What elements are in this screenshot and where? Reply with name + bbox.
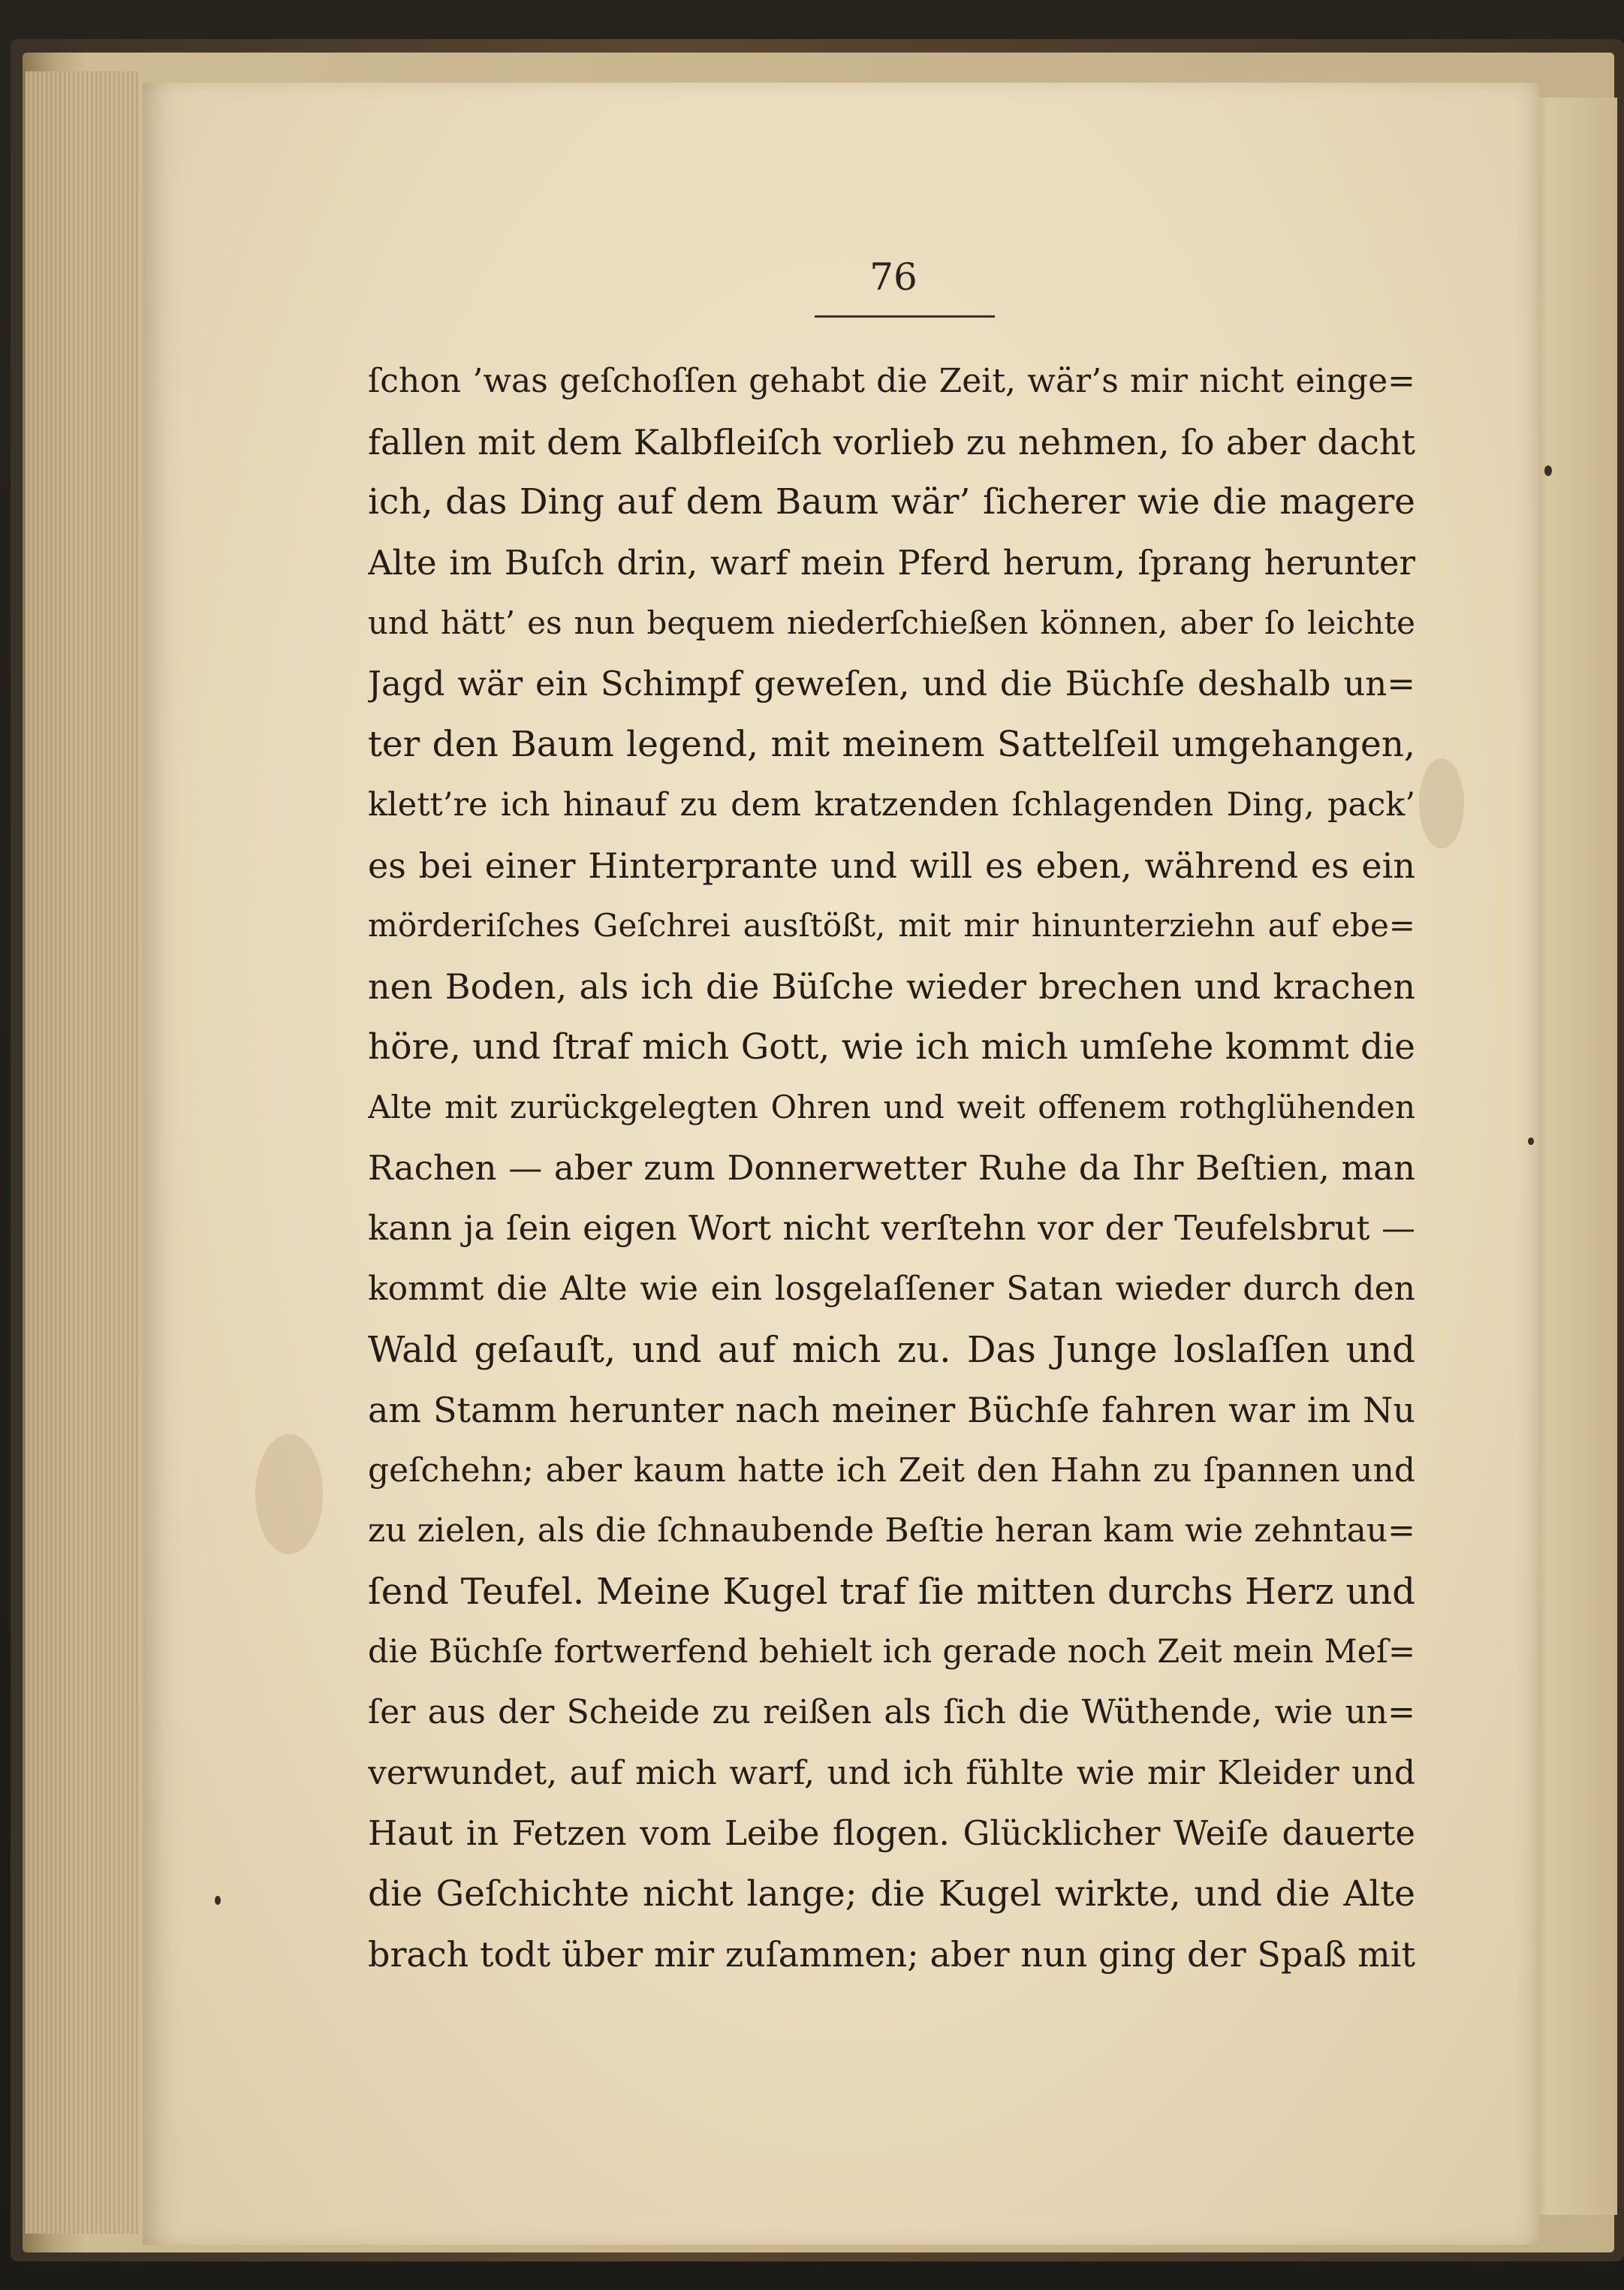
text-line: nen Boden, als ich die Büſche wieder brechen und krachen <box>368 966 1415 1007</box>
text-line: verwundet, auf mich warf, und ich fühlte wie mir Kleider und <box>368 1753 1415 1792</box>
text-line: zu zielen, als die ſchnaubende Beſtie heran kam wie zehntau= <box>368 1511 1415 1550</box>
text-line: Haut in Fetzen vom Leibe flogen. Glücklicher Weiſe dauerte <box>368 1813 1415 1854</box>
text-line: Alte mit zurückgelegten Ohren und weit offenem rothglühenden <box>368 1089 1415 1126</box>
text-line: ſend Teufel. Meine Kugel traf ſie mitten durchs Herz und <box>368 1570 1415 1613</box>
header-rule <box>815 315 995 318</box>
text-line: mörderiſches Geſchrei ausſtößt, mit mir hinunterziehn auf ebe= <box>368 907 1415 945</box>
text-line: die Büchſe fortwerfend behielt ich gerade noch Zeit mein Meſ= <box>368 1633 1415 1671</box>
text-line: ſchon ’was geſchoſſen gehabt die Zeit, wär’s mir nicht einge= <box>368 362 1415 400</box>
text-line: brach todt über mir zuſammen; aber nun ging der Spaß mit <box>368 1934 1415 1975</box>
text-line: höre, und ſtraf mich Gott, wie ich mich umſehe kommt die <box>368 1026 1415 1068</box>
text-line: kommt die Alte wie ein losgelaſſener Satan wieder durch den <box>368 1269 1415 1308</box>
text-line: fallen mit dem Kalbfleiſch vorlieb zu nehmen, ſo aber dacht <box>368 421 1415 463</box>
text-line: es bei einer Hinterprante und will es eben, während es ein <box>368 845 1415 886</box>
text-line: kann ja ſein eigen Wort nicht verſtehn vor der Teufelsbrut — <box>368 1208 1415 1249</box>
ink-speck <box>215 1896 221 1905</box>
left-page-stack <box>26 71 138 2234</box>
body-text <box>368 351 1415 1985</box>
ink-speck <box>1544 466 1552 476</box>
text-line: ſer aus der Scheide zu reißen als ſich die Wüthende, wie un= <box>368 1693 1415 1732</box>
text-line: klett’re ich hinauf zu dem kratzenden ſchlagenden Ding, pack’ <box>368 786 1415 824</box>
text-line: und hätt’ es nun bequem niederſchießen können, aber ſo leichte <box>368 604 1415 642</box>
text-line: Wald geſauſt, und auf mich zu. Das Junge loslaſſen und <box>368 1328 1415 1371</box>
text-line: geſchehn; aber kaum hatte ich Zeit den Hahn zu ſpannen und <box>368 1451 1415 1490</box>
page-number: 76 <box>869 255 917 299</box>
text-line: Rachen — aber zum Donnerwetter Ruhe da Ihr Beſtien, man <box>368 1147 1415 1188</box>
text-line: am Stamm herunter nach meiner Büchſe fahren war im Nu <box>368 1390 1415 1431</box>
text-line: Jagd wär ein Schimpf geweſen, und die Büchſe deshalb un= <box>368 663 1415 704</box>
stain <box>1419 758 1464 848</box>
ink-speck <box>1528 1137 1534 1145</box>
text-line: ter den Baum legend, mit meinem Sattelſeil umgehangen, <box>368 723 1415 765</box>
text-line: Alte im Buſch drin, warf mein Pferd herum, ſprang herunter <box>368 542 1415 583</box>
stain <box>255 1434 323 1554</box>
text-line: ich, das Ding auf dem Baum wär’ ſicherer wie die magere <box>368 481 1415 523</box>
text-line: die Geſchichte nicht lange; die Kugel wirkte, und die Alte <box>368 1873 1415 1915</box>
